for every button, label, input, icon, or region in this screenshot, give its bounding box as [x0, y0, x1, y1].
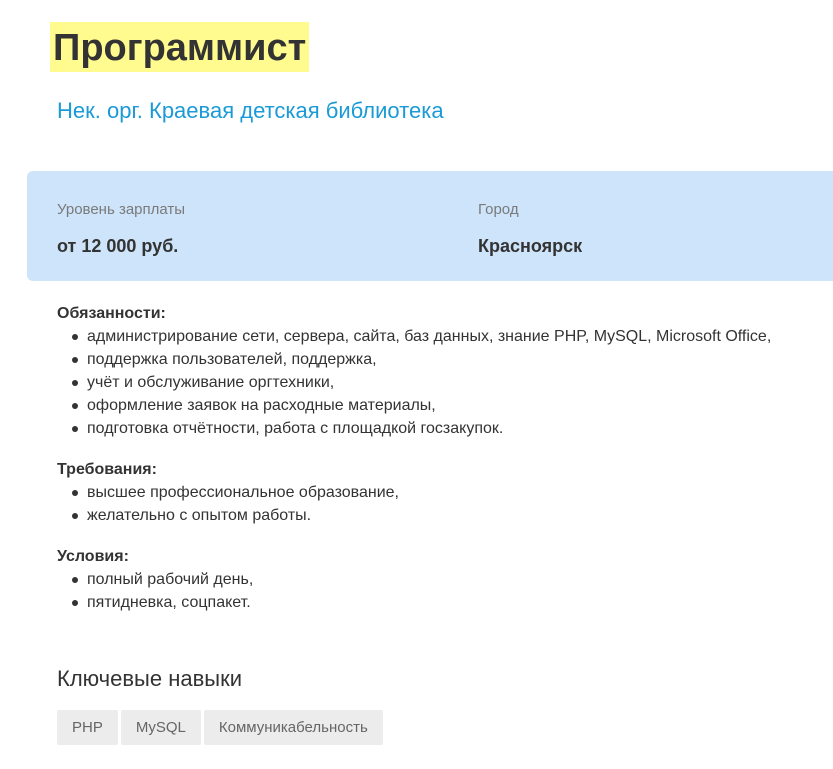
- list-item: подготовка отчётности, работа с площадкой госзакупок.: [87, 417, 817, 440]
- list-item: полный рабочий день,: [87, 568, 817, 591]
- salary-value: от 12 000 руб.: [57, 236, 179, 256]
- duties-list: [57, 325, 817, 440]
- skill-tag-mysql[interactable]: MySQL: [121, 710, 201, 745]
- list-item: высшее профессиональное образование,: [87, 481, 817, 504]
- list-item: желательно с опытом работы.: [87, 504, 817, 527]
- city-value: Красноярск: [478, 236, 583, 256]
- requirements-section: [57, 458, 817, 527]
- list-item: пятидневка, соцпакет.: [87, 591, 817, 614]
- list-item: оформление заявок на расходные материалы,: [87, 394, 817, 417]
- salary-block: [57, 201, 185, 257]
- duties-section: [57, 302, 817, 440]
- requirements-title: Требования:: [57, 461, 157, 478]
- list-item: учёт и обслуживание оргтехники,: [87, 371, 817, 394]
- salary-label: Уровень зарплаты: [57, 201, 186, 218]
- list-item: поддержка пользователей, поддержка,: [87, 348, 817, 371]
- employer-link[interactable]: Нек. орг. Краевая детская библиотека: [57, 98, 444, 123]
- vacancy-info-panel: [27, 171, 833, 281]
- duties-title: Обязанности:: [57, 305, 166, 322]
- conditions-title: Условия:: [57, 548, 129, 565]
- conditions-section: [57, 545, 817, 614]
- conditions-list: [57, 568, 817, 614]
- city-block: [478, 201, 582, 257]
- vacancy-title: Программист: [50, 22, 309, 72]
- requirements-list: [57, 481, 817, 527]
- skill-tag-php[interactable]: PHP: [57, 710, 118, 745]
- city-label: Город: [478, 201, 519, 218]
- vacancy-description: [57, 302, 817, 632]
- list-item: администрирование сети, сервера, сайта, баз данных, знание PHP, MySQL, Microsoft Office,: [87, 325, 817, 348]
- key-skills-heading: Ключевые навыки: [57, 666, 243, 691]
- skill-tag-communication[interactable]: Коммуникабельность: [204, 710, 383, 745]
- key-skills-list: [57, 710, 383, 745]
